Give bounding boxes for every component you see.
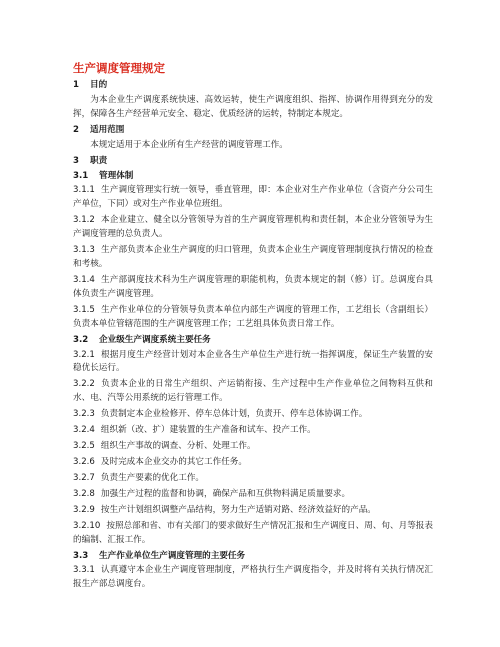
clause	[73, 349, 433, 377]
clause-number: 3.3.1	[73, 565, 95, 576]
clause	[73, 488, 433, 502]
clause	[73, 440, 433, 454]
section-number: 2	[73, 124, 79, 135]
subsection-heading	[73, 334, 433, 347]
clause-number: 3.2.7	[73, 472, 95, 483]
section-heading	[73, 155, 433, 168]
subsection-number: 3.3	[73, 550, 89, 561]
clause-number: 3.2.5	[73, 441, 95, 452]
subsection-title: 企业级生产调度系统主要任务	[99, 334, 211, 345]
clause-number: 3.1.4	[73, 274, 95, 285]
section-number: 1	[73, 80, 79, 91]
clause-text: 认真遵守本企业生产调度管理制度，严格执行生产调度指令，并及时将有关执行情况汇报生产部总调度台。	[73, 565, 433, 590]
clause	[73, 274, 433, 302]
clause	[73, 378, 433, 406]
section-title: 目的	[90, 80, 108, 91]
clause-text: 负责制定本企业检修开、停车总体计划，负责开、停车总体协调工作。	[100, 409, 368, 420]
clause-number: 3.2.6	[73, 456, 95, 467]
clause-text: 及时完成本企业交办的其它工作任务。	[100, 456, 247, 467]
clause-number: 3.1.2	[73, 215, 95, 226]
section-title: 职责	[90, 155, 108, 166]
clause	[73, 424, 433, 438]
clause-number: 3.2.4	[73, 425, 95, 436]
document-page	[73, 60, 433, 594]
clause-text: 按生产计划组织调整产品结构，努力生产适销对路、经济效益好的产品。	[100, 504, 376, 515]
clause-text: 生产部负责本企业生产调度的归口管理，负责本企业生产调度管理制度执行情况的检查和考核。	[73, 245, 433, 270]
clause	[73, 408, 433, 422]
subsection-number: 3.1	[73, 170, 89, 181]
clause	[73, 214, 433, 242]
clause	[73, 184, 433, 212]
clause	[73, 304, 433, 332]
clause-text: 根据月度生产经营计划对本企业各生产单位生产进行统一指挥调度，保证生产装置的安稳优长运行。	[73, 349, 433, 374]
clause	[73, 564, 433, 592]
clause	[73, 244, 433, 272]
subsection-number: 3.2	[73, 334, 89, 345]
document-title: 生产调度管理规定	[73, 61, 165, 75]
section-heading	[73, 79, 433, 92]
clause-text: 生产调度管理实行统一领导，垂直管理，即：本企业对生产作业单位（含资产分公司生产单位，下同）或对生产作业单位班组。	[73, 185, 433, 210]
clause-text: 负责生产要素的优化工作。	[100, 472, 205, 483]
clause-number: 3.2.8	[73, 488, 95, 499]
subsection-heading	[73, 550, 433, 563]
clause-number: 3.2.2	[73, 379, 95, 390]
clause-text: 按照总部和省、市有关部门的要求做好生产情况汇报和生产调度日、周、旬、月等报表的编制、汇报工作。	[73, 520, 433, 545]
clause-text: 生产部调度技术科为生产调度管理的职能机构，负责本规定的制（修）订。总调度台具体负责生产调度管理。	[73, 274, 433, 299]
section-title: 适用范围	[90, 124, 125, 135]
clause-text: 生产作业单位的分管领导负责本单位内部生产调度的管理工作，工艺组长（含副组长）负责本单位管辖范围的生产调度管理工作；工艺组具体负责日常工作。	[73, 304, 433, 329]
section-number: 3	[73, 155, 79, 166]
clause-number: 3.2.1	[73, 349, 95, 360]
clause	[73, 456, 433, 470]
clause-number: 3.1.5	[73, 304, 95, 315]
clause-text: 组织新（改、扩）建装置的生产准备和试车、投产工作。	[100, 425, 316, 436]
clause-text: 组织生产事故的调查、分析、处理工作。	[100, 441, 256, 452]
paragraph: 为本企业生产调度系统快速、高效运转，使生产调度组织、指挥、协调作用得到充分的发挥，保障各生产经营单元安全、稳定、优质经济的运转，特制定本规定。	[73, 94, 433, 119]
clause-text: 本企业建立、健全以分管领导为首的生产调度管理机构和责任制，本企业分管领导为生产调度管理的总负责人。	[73, 215, 433, 240]
subsection-title: 管理体制	[99, 170, 134, 181]
clause-text: 负责本企业的日常生产组织、产运销衔接、生产过程中生产作业单位之间物料互供和水、电、汽等公用系统的运行管理工作。	[73, 379, 433, 404]
clause	[73, 472, 433, 486]
subsection-heading	[73, 170, 433, 183]
clause	[73, 520, 433, 548]
clause-number: 3.2.3	[73, 409, 95, 420]
section-heading	[73, 124, 433, 137]
clause-number: 3.2.10	[73, 520, 101, 531]
clause-text: 加强生产过程的监督和协调，确保产品和互供物料满足质量要求。	[100, 488, 351, 499]
clause	[73, 504, 433, 518]
clause-number: 3.2.9	[73, 504, 95, 515]
paragraph: 本规定适用于本企业所有生产经营的调度管理工作。	[90, 139, 288, 150]
clause-number: 3.1.3	[73, 245, 95, 256]
clause-number: 3.1.1	[73, 185, 95, 196]
subsection-title: 生产作业单位生产调度管理的主要任务	[99, 550, 246, 561]
